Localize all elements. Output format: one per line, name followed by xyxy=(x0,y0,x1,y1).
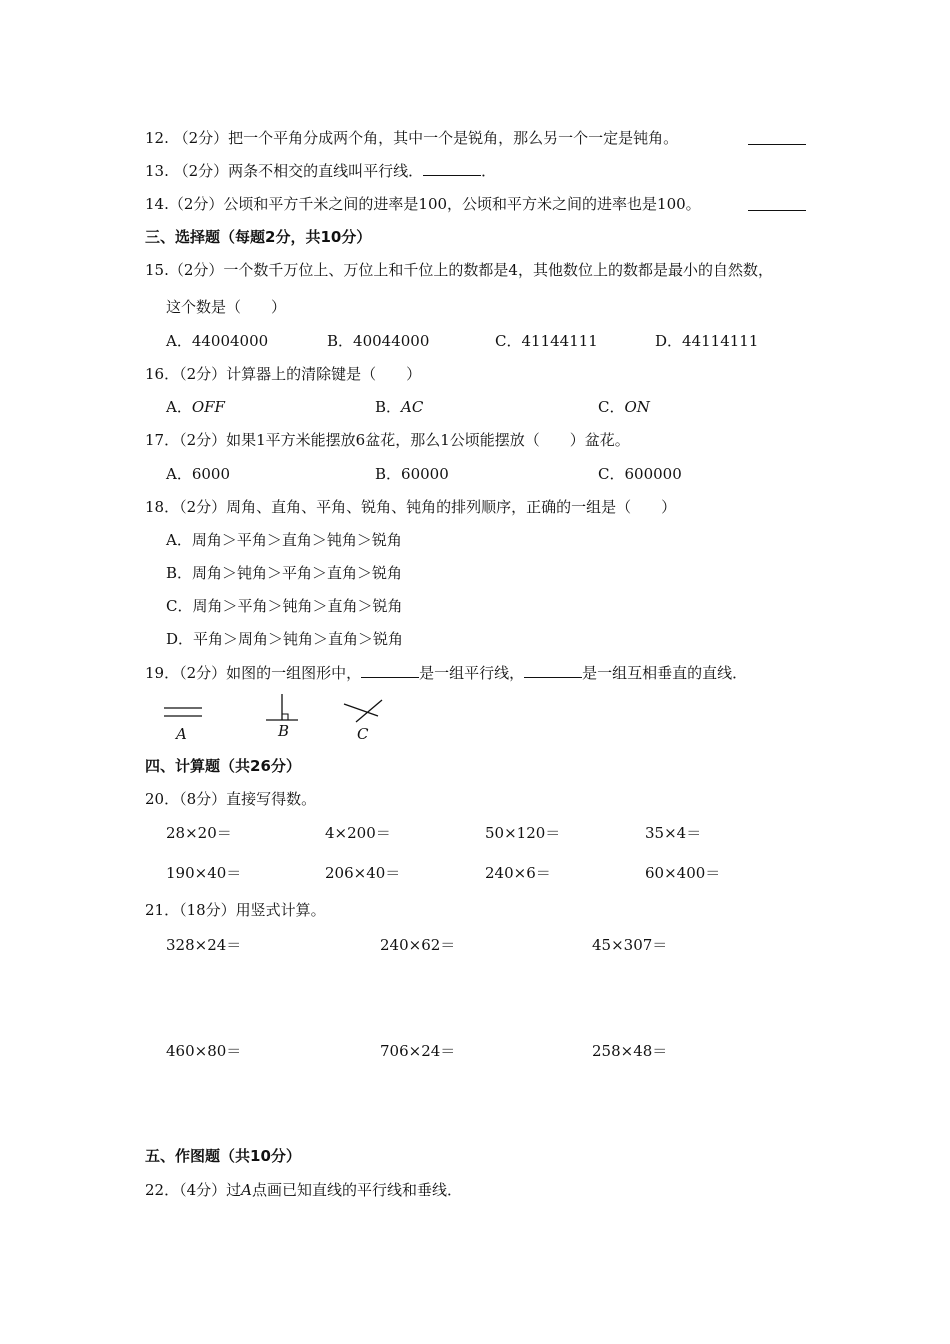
q20-item: 60×400＝ xyxy=(645,864,721,882)
answer-blank-19-parallel[interactable] xyxy=(361,663,419,678)
q20-item: 190×40＝ xyxy=(166,864,242,882)
q16-option-b[interactable] xyxy=(375,397,423,417)
q18-option-a[interactable]: A．周角＞平角＞直角＞钝角＞锐角 xyxy=(166,531,402,549)
q18-option-c[interactable]: C．周角＞平角＞钝角＞直角＞锐角 xyxy=(166,597,403,615)
q15-option-b[interactable]: B．40044000 xyxy=(327,332,430,350)
q20-item: 35×4＝ xyxy=(645,824,702,842)
question-18: 18．（2分）周角、直角、平角、锐角、钝角的排列顺序，正确的一组是（ ） xyxy=(145,498,677,516)
question-14 xyxy=(145,194,701,214)
question-13-end: ． xyxy=(481,162,497,180)
question-21: 21．（18分）用竖式计算。 xyxy=(145,901,326,919)
q15-option-c[interactable]: C．41144111 xyxy=(495,332,598,350)
section-5-title: 五、作图题（共10分） xyxy=(145,1147,301,1165)
q21-item: 460×80＝ xyxy=(166,1042,242,1060)
figure-c-label: C xyxy=(357,725,369,743)
q18-option-d[interactable]: D．平角＞周角＞钝角＞直角＞锐角 xyxy=(166,630,404,648)
figure-a-label: A xyxy=(176,725,187,743)
question-22 xyxy=(145,1180,462,1200)
question-22-text-b: 点画已知直线的平行线和垂线． xyxy=(251,1181,462,1199)
q15-option-d[interactable]: D．44114111 xyxy=(655,332,759,350)
q21-item: 258×48＝ xyxy=(592,1042,668,1060)
question-12-text: 12. （2分）把一个平角分成两个角，其中一个是锐角，那么另一个一定是钝角。 xyxy=(145,129,679,147)
question-16: 16．（2分）计算器上的清除键是（ ） xyxy=(145,365,422,383)
question-15 xyxy=(145,260,773,280)
q17-option-c[interactable]: C．600000 xyxy=(598,465,682,483)
q21-item: 240×62＝ xyxy=(380,936,456,954)
question-22-point: A xyxy=(241,1181,252,1199)
figure-c-intersecting-lines xyxy=(340,692,390,744)
answer-blank-14[interactable] xyxy=(748,209,806,211)
answer-blank-12[interactable] xyxy=(748,143,806,145)
q20-item: 28×20＝ xyxy=(166,824,232,842)
intersecting-lines-icon xyxy=(340,692,390,724)
question-15-line-2: 这个数是（ ） xyxy=(166,298,287,316)
q16-option-a[interactable] xyxy=(166,397,225,417)
question-12 xyxy=(145,128,678,148)
question-13 xyxy=(145,161,496,181)
q21-item: 706×24＝ xyxy=(380,1042,456,1060)
q16-option-c-value: ON xyxy=(624,398,650,416)
question-19-text-b: 是一组平行线， xyxy=(419,664,525,682)
question-20: 20．（8分）直接写得数。 xyxy=(145,790,317,808)
question-22-text-a: 22．（4分）过 xyxy=(145,1181,242,1199)
q18-option-b[interactable]: B．周角＞钝角＞平角＞直角＞锐角 xyxy=(166,564,403,582)
q21-item: 45×307＝ xyxy=(592,936,668,954)
q17-option-b[interactable]: B．60000 xyxy=(375,465,449,483)
q16-option-b-prefix: B． xyxy=(375,398,402,416)
figure-b-label: B xyxy=(278,722,290,740)
question-13-text: 13. （2分）两条不相交的直线叫平行线． xyxy=(145,162,424,180)
section-3-title: 三、选择题（每题2分，共10分） xyxy=(145,228,372,246)
parallel-lines-icon xyxy=(160,692,210,722)
q17-option-a[interactable]: A．6000 xyxy=(166,465,231,483)
q20-item: 240×6＝ xyxy=(485,864,551,882)
q20-item: 206×40＝ xyxy=(325,864,401,882)
answer-blank-19-perpendicular[interactable] xyxy=(524,663,582,678)
question-17: 17．（2分）如果1平方米能摆放6盆花，那么1公顷能摆放（ ）盆花。 xyxy=(145,431,630,449)
q20-item: 4×200＝ xyxy=(325,824,391,842)
q16-option-c-prefix: C． xyxy=(598,398,625,416)
q16-option-a-prefix: A． xyxy=(166,398,192,416)
question-19-text-c: 是一组互相垂直的直线． xyxy=(582,664,748,682)
q16-option-c[interactable] xyxy=(598,397,650,417)
q21-item: 328×24＝ xyxy=(166,936,242,954)
figure-b-perpendicular-lines xyxy=(262,692,312,744)
answer-blank-13[interactable] xyxy=(423,161,481,176)
question-15-text-1: 15.（2分）一个数千万位上、万位上和千位上的数都是4，其他数位上的数都是最小的自然数， xyxy=(145,261,773,279)
section-4-title: 四、计算题（共26分） xyxy=(145,757,301,775)
q20-item: 50×120＝ xyxy=(485,824,561,842)
perpendicular-lines-icon xyxy=(262,692,312,722)
question-14-text: 14.（2分）公顷和平方千米之间的进率是100，公顷和平方米之间的进率也是100。 xyxy=(145,195,701,213)
question-19-text-a: 19．（2分）如图的一组图形中， xyxy=(145,664,362,682)
figure-a-parallel-lines xyxy=(160,692,210,744)
q16-option-a-value: OFF xyxy=(191,398,225,416)
q16-option-b-value: AC xyxy=(401,398,424,416)
question-19 xyxy=(145,663,747,683)
q15-option-a[interactable]: A．44004000 xyxy=(166,332,269,350)
